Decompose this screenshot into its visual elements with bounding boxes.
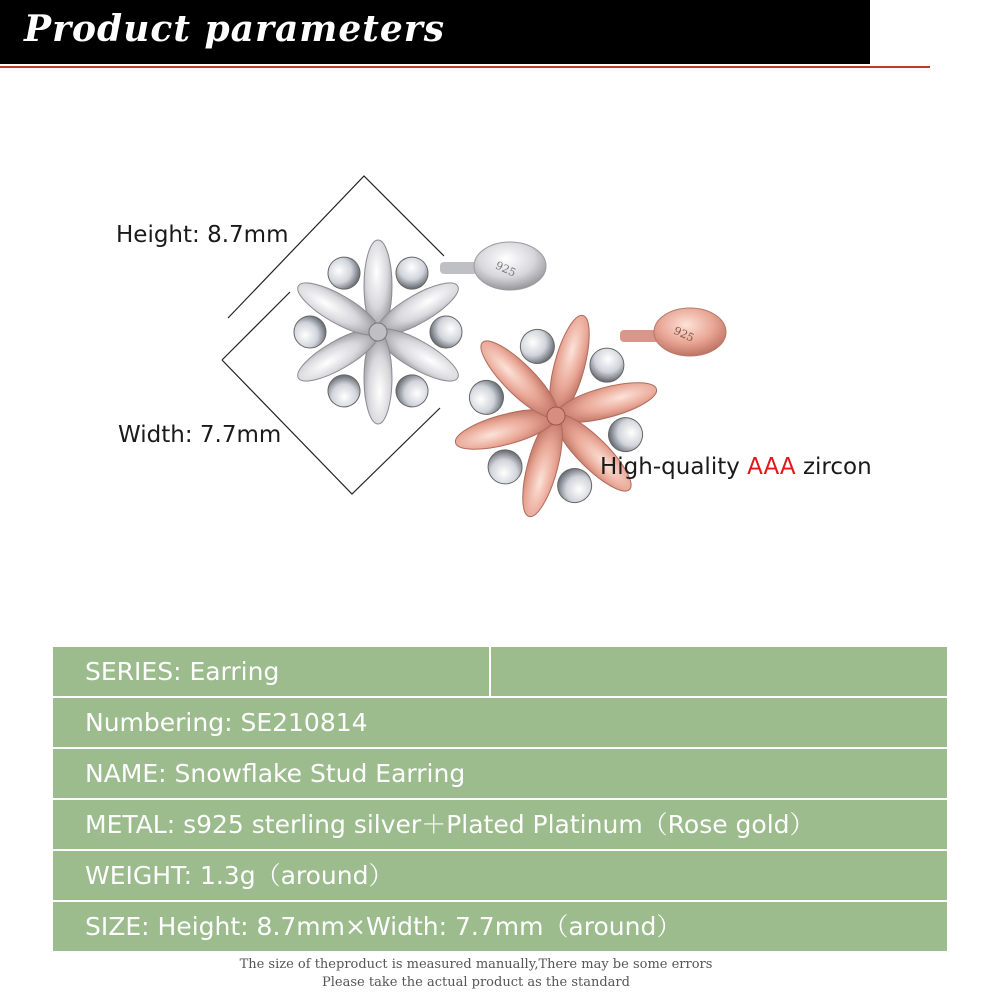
rose-flower — [452, 312, 661, 521]
page-title: Product parameters — [24, 8, 446, 50]
spec-size: SIZE: Height: 8.7mm×Width: 7.7mm（around） — [85, 912, 682, 941]
zircon-grade: AAA — [747, 454, 796, 480]
earrings-image — [0, 70, 1000, 640]
zircon-label — [600, 454, 872, 480]
silver-flower — [291, 240, 464, 424]
spec-row-name — [53, 749, 947, 798]
engraving-925-silver: 925 — [493, 258, 518, 280]
cell-divider — [489, 647, 491, 696]
spec-name: NAME: Snowflake Stud Earring — [85, 759, 466, 788]
zircon-prefix: High-quality — [600, 454, 748, 480]
spec-row-numbering — [53, 698, 947, 747]
spec-table — [53, 647, 947, 953]
note-line-1: The size of theproduct is measured manually,There may be some errors — [239, 957, 713, 972]
spec-row-size — [53, 902, 947, 951]
note-line-2: Please take the actual product as the standard — [322, 975, 630, 990]
height-label: Height: 8.7mm — [116, 222, 289, 248]
spec-metal: METAL: s925 sterling silver＋Plated Platinum（Rose gold） — [85, 810, 815, 839]
spec-series: SERIES: Earring — [85, 657, 280, 686]
zircon-suffix: zircon — [795, 454, 872, 480]
width-label: Width: 7.7mm — [118, 422, 282, 448]
header-divider — [0, 66, 930, 68]
header-bar — [0, 0, 870, 64]
spec-weight: WEIGHT: 1.3g（around） — [85, 861, 394, 890]
engraving-925-rose: 925 — [671, 324, 697, 345]
rose-earring-back — [620, 308, 726, 356]
spec-row-metal — [53, 800, 947, 849]
spec-row-weight — [53, 851, 947, 900]
spec-numbering: Numbering: SE210814 — [85, 708, 368, 737]
product-illustration — [0, 70, 1000, 640]
measurement-notes — [0, 956, 952, 992]
spec-row-series — [53, 647, 947, 696]
silver-earring-back — [440, 242, 546, 290]
